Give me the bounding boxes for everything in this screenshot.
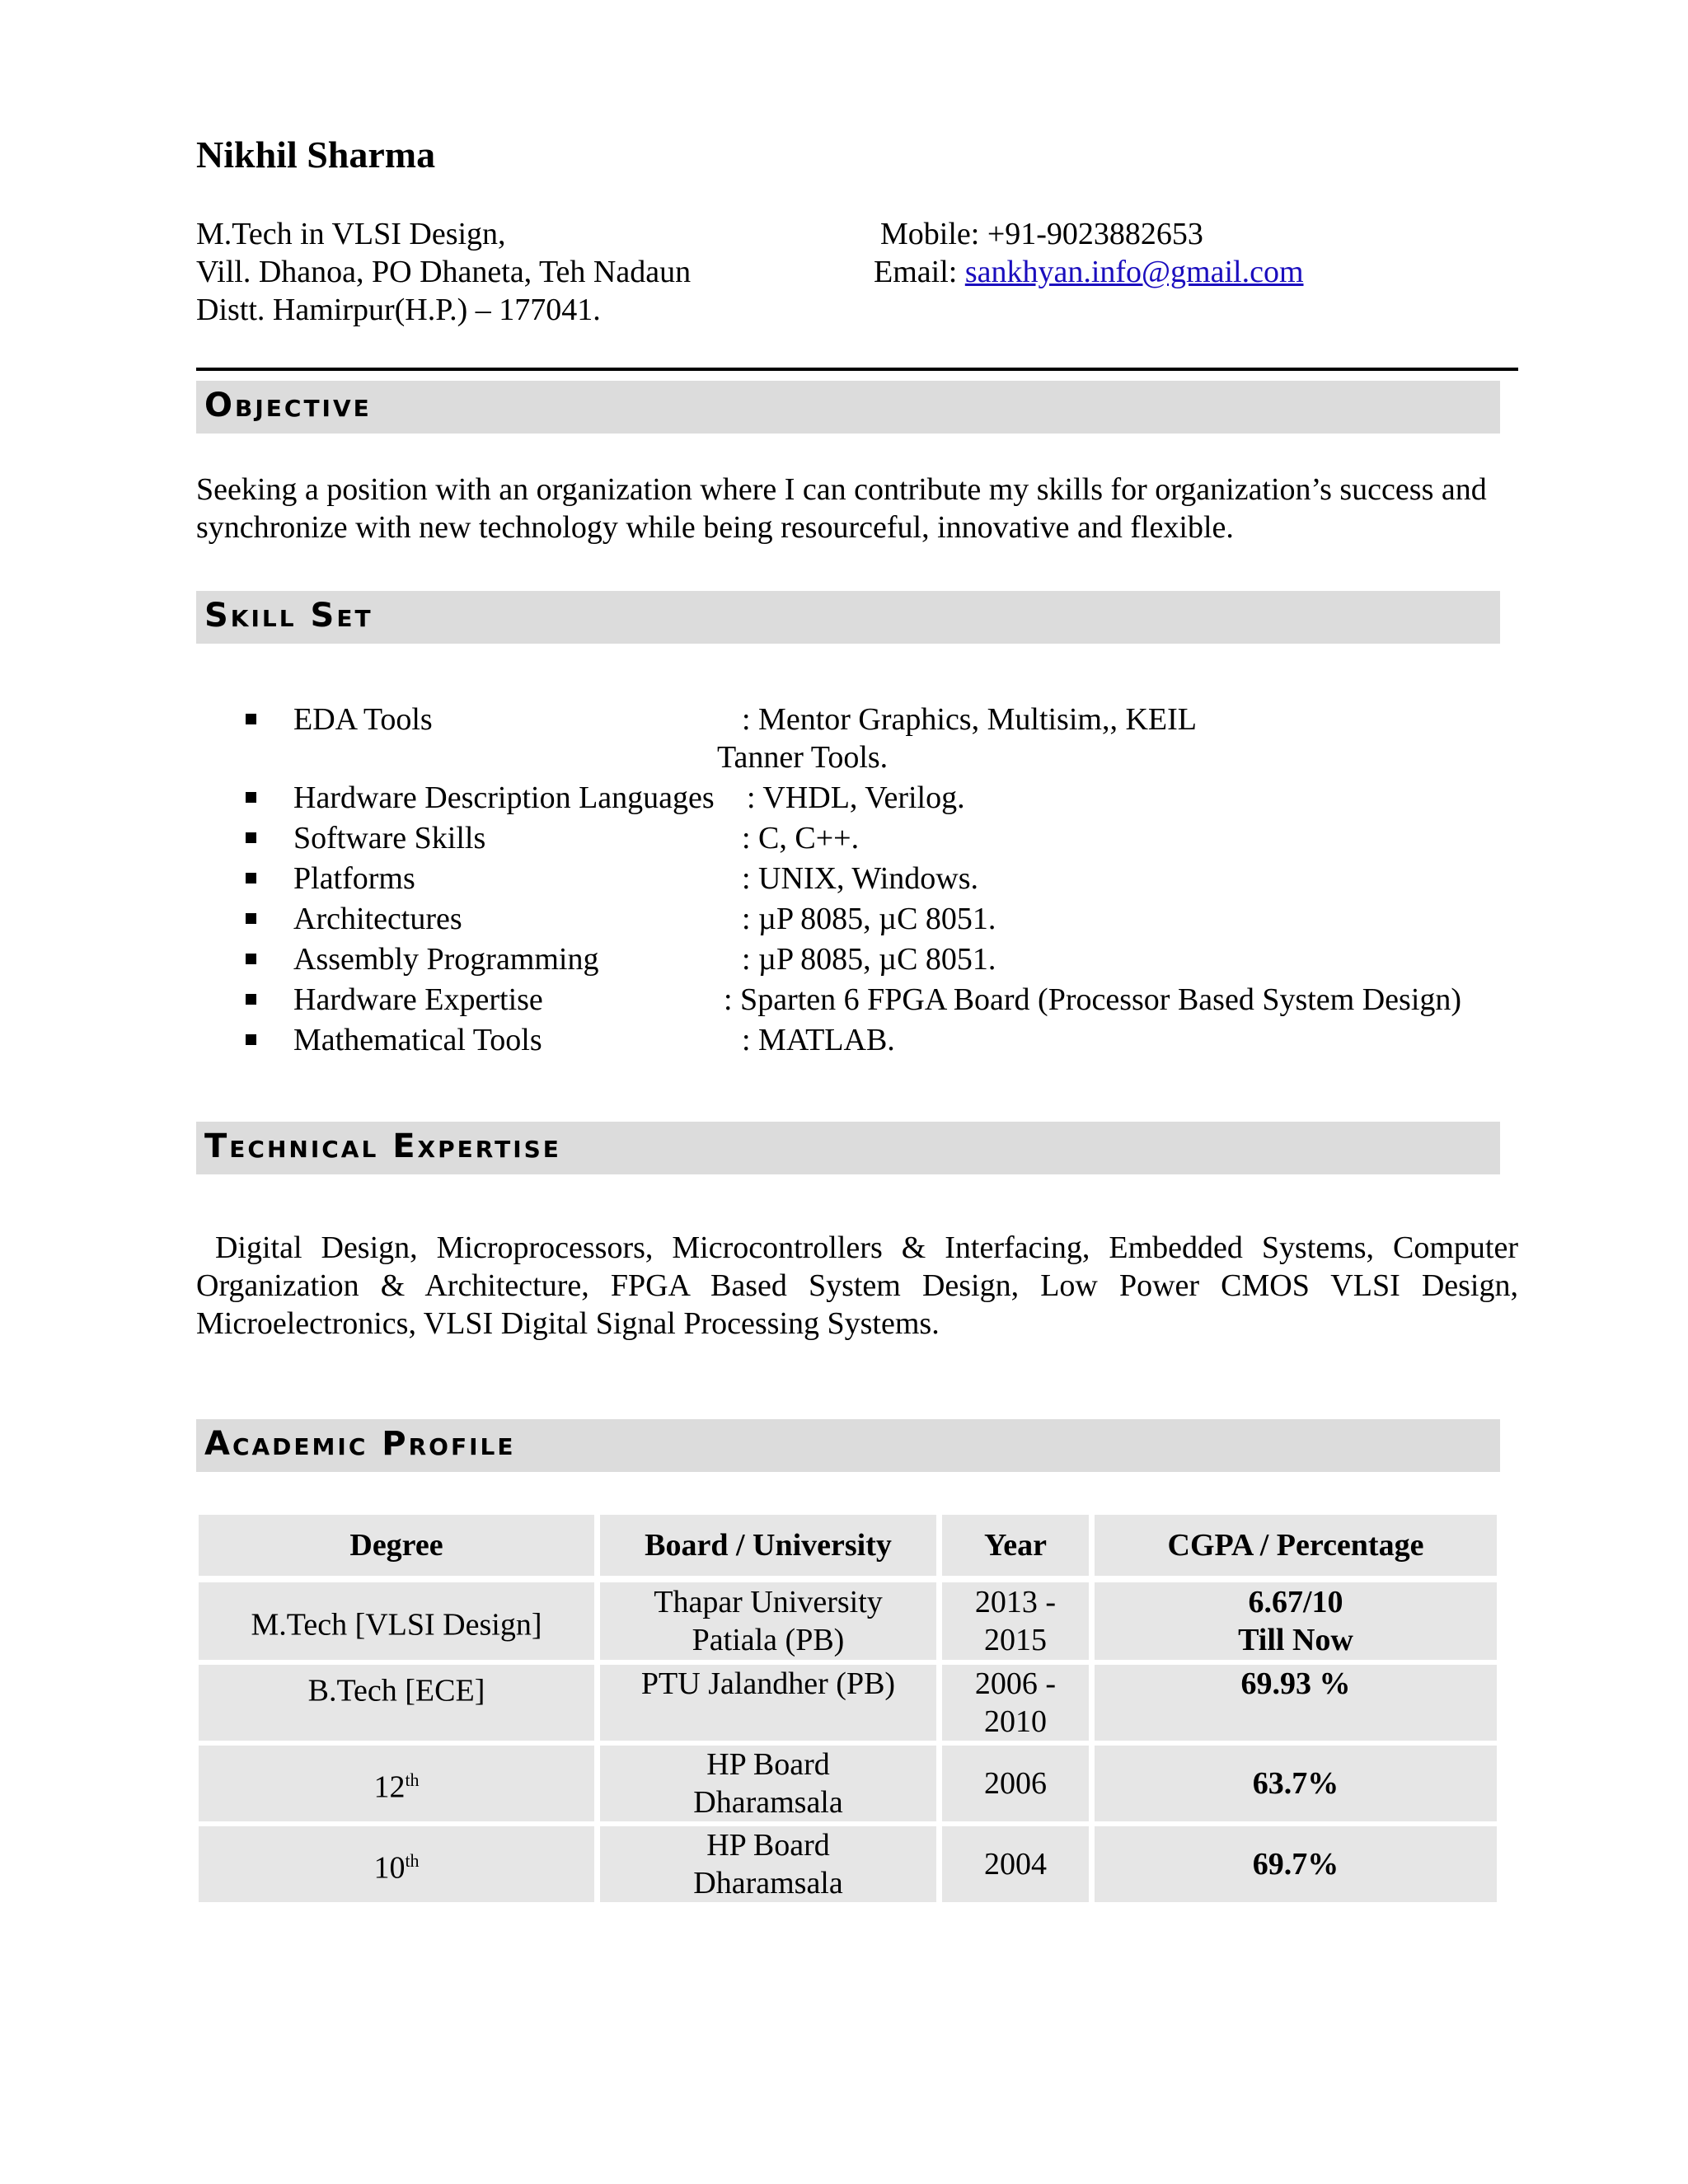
table-cell-year [942, 1582, 1089, 1660]
skill-label: Hardware Description Languages [293, 780, 715, 815]
skill-value: : UNIX, Windows. [742, 861, 978, 896]
year-line-1: 2006 - [974, 1666, 1057, 1701]
section-objective-title: Objective [204, 387, 372, 424]
skill-value-continued: Tanner Tools. [717, 740, 889, 775]
section-academic-profile-title: Academic Profile [204, 1425, 516, 1463]
address-line-2: Vill. Dhanoa, PO Dhaneta, Teh Nadaun [196, 255, 692, 289]
mobile-number: Mobile: +91-9023882653 [880, 217, 1203, 251]
bullet-icon [246, 913, 256, 924]
board-line-2: Patiala (PB) [692, 1623, 845, 1657]
board-line-1: HP Board [706, 1747, 830, 1782]
table-cell-board [600, 1746, 936, 1821]
section-technical-expertise [196, 1122, 1500, 1174]
skill-value: : MATLAB. [742, 1023, 895, 1057]
address-line-1: M.Tech in VLSI Design, [196, 217, 506, 251]
bullet-icon [246, 832, 256, 843]
degree-text: 12th [373, 1769, 420, 1805]
board-line-2: Dharamsala [693, 1785, 843, 1820]
skill-label: EDA Tools [293, 702, 433, 737]
score-line-2: Till Now [1238, 1623, 1353, 1657]
bullet-icon [246, 1034, 256, 1045]
score-line-1: 69.93 % [1240, 1666, 1351, 1701]
section-skill-set [196, 591, 1500, 644]
section-objective [196, 381, 1500, 434]
table-cell-degree [199, 1582, 594, 1660]
skill-label: Software Skills [293, 821, 486, 855]
bullet-icon [246, 873, 256, 883]
table-cell-degree [199, 1746, 594, 1821]
email-label: Email: [874, 255, 965, 289]
score-line-1: 6.67/10 [1248, 1585, 1343, 1619]
bullet-icon [246, 792, 256, 803]
table-cell-score [1095, 1582, 1497, 1660]
score-line-1: 63.7% [1252, 1766, 1339, 1801]
skill-label: Platforms [293, 861, 415, 896]
skill-value: : µP 8085, µC 8051. [742, 902, 996, 936]
skill-value: : Mentor Graphics, Multisim,, KEIL [742, 702, 1197, 737]
year-line-1: 2013 - [974, 1585, 1057, 1619]
address-line-3: Distt. Hamirpur(H.P.) – 177041. [196, 293, 601, 327]
table-cell-score [1095, 1746, 1497, 1821]
header-divider [196, 368, 1518, 371]
skill-value: : Sparten 6 FPGA Board (Processor Based System Design) [724, 982, 1462, 1017]
candidate-name: Nikhil Sharma [196, 134, 436, 176]
table-header-year: Year [942, 1515, 1089, 1576]
table-cell-score [1095, 1826, 1497, 1902]
skill-value: : VHDL, Verilog. [747, 780, 965, 815]
degree-text: M.Tech [VLSI Design] [251, 1607, 542, 1643]
table-cell-degree [199, 1826, 594, 1902]
year-line-2: 2015 [984, 1623, 1047, 1657]
table-cell-board [600, 1665, 936, 1741]
table-header-board: Board / University [600, 1515, 936, 1576]
board-line-1: Thapar University [654, 1585, 883, 1619]
skill-value: : µP 8085, µC 8051. [742, 942, 996, 977]
table-header-degree: Degree [199, 1515, 594, 1576]
table-cell-board [600, 1826, 936, 1902]
degree-text: B.Tech [ECE] [307, 1673, 485, 1708]
section-academic-profile [196, 1419, 1500, 1472]
table-cell-score [1095, 1665, 1497, 1741]
email-link[interactable]: sankhyan.info@gmail.com [964, 255, 1304, 289]
section-technical-expertise-title: Technical Expertise [204, 1127, 561, 1165]
technical-expertise-text: Digital Design, Microprocessors, Microcontrollers & Interfacing, Embedded Systems, Computer Organization & Architecture, FPGA Based System Design, Low Power CMOS VLSI Design, Microelectronics, VLSI Digital Signal Processing Systems. [196, 1230, 1526, 1341]
table-cell-year [942, 1665, 1089, 1741]
skill-label: Hardware Expertise [293, 982, 543, 1017]
skill-label: Assembly Programming [293, 942, 599, 977]
year-line-2: 2010 [984, 1704, 1047, 1739]
score-line-1: 69.7% [1252, 1847, 1339, 1882]
section-skill-set-title: Skill Set [204, 597, 373, 635]
table-cell-year [942, 1826, 1089, 1902]
bullet-icon [246, 994, 256, 1005]
table-cell-board [600, 1582, 936, 1660]
objective-text: Seeking a position with an organization where I can contribute my skills for organization’s success and synchronize with new technology while being resourceful, innovative and flexible. [196, 472, 1487, 545]
skill-label: Mathematical Tools [293, 1023, 542, 1057]
email-line [874, 254, 1304, 292]
table-header-score: CGPA / Percentage [1095, 1515, 1497, 1576]
skill-label: Architectures [293, 902, 462, 936]
board-line-1: PTU Jalandher (PB) [640, 1666, 896, 1701]
year-line-1: 2004 [984, 1847, 1047, 1882]
bullet-icon [246, 714, 256, 724]
board-line-2: Dharamsala [693, 1866, 843, 1900]
bullet-icon [246, 954, 256, 964]
skill-value: : C, C++. [742, 821, 860, 855]
year-line-1: 2006 [984, 1766, 1047, 1801]
board-line-1: HP Board [706, 1828, 830, 1863]
table-cell-degree [199, 1665, 594, 1741]
table-cell-year [942, 1746, 1089, 1821]
degree-text: 10th [373, 1849, 420, 1886]
